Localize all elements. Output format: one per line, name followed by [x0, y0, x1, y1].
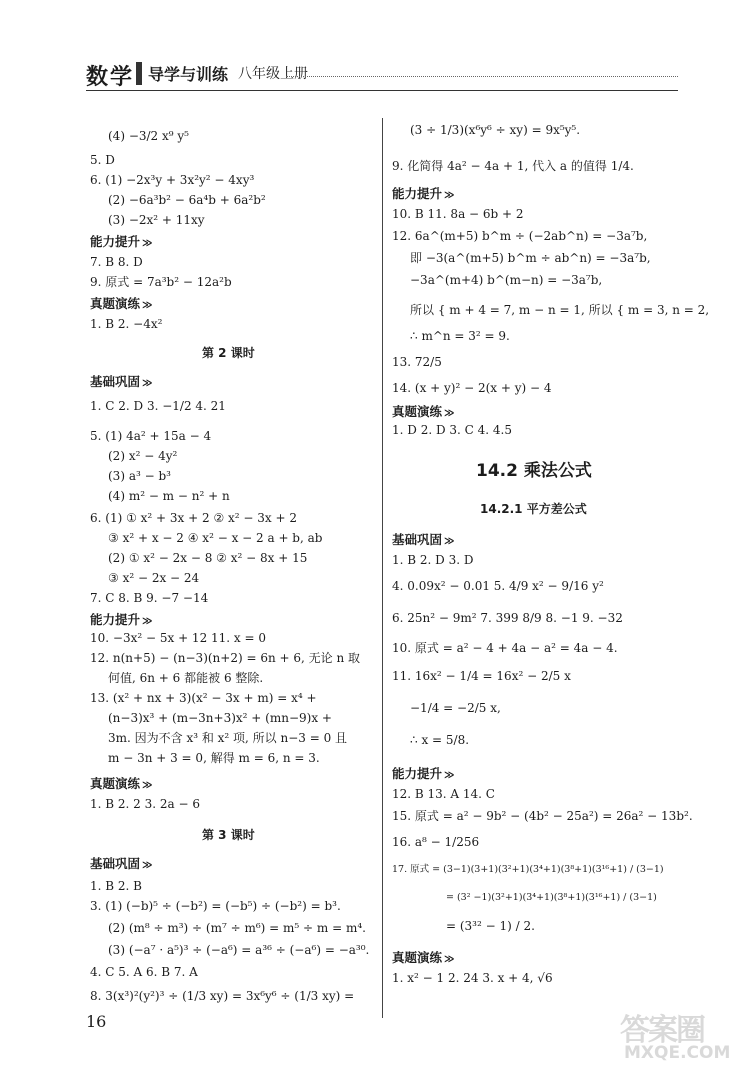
section-heading: 能力提升 ≫	[392, 186, 455, 201]
watermark-text: 答案圈	[620, 1013, 704, 1048]
answer-line: 1. C 2. D 3. −1/2 4. 21	[90, 399, 226, 413]
answer-line: (n−3)x³ + (m−3n+3)x² + (mn−9)x +	[108, 711, 332, 725]
header-underline	[86, 90, 678, 91]
subsection-heading: 14.2.1 平方差公式	[480, 502, 587, 516]
answer-line: 11. 16x² − 1/4 = 16x² − 2/5 x	[392, 669, 571, 683]
lesson-heading: 第 3 课时	[202, 828, 255, 842]
section-heading: 真题演练 ≫	[392, 950, 455, 965]
answer-line: 3. (1) (−b)⁵ ÷ (−b²) = (−b⁵) ÷ (−b²) = b³.	[90, 899, 341, 913]
answer-line: 10. −3x² − 5x + 12 11. x = 0	[90, 631, 267, 645]
answer-line: 10. B 11. 8a − 6b + 2	[392, 207, 524, 221]
answer-line: (2) (m⁸ ÷ m³) ÷ (m⁷ ÷ m⁶) = m⁵ ÷ m = m⁴.	[108, 921, 366, 935]
section-heading: 真题演练 ≫	[90, 296, 153, 311]
answer-line: ∴ x = 5/8.	[410, 733, 470, 747]
answer-line: ③ x² − 2x − 24	[108, 571, 200, 585]
answer-line: 7. B 8. D	[90, 255, 143, 269]
answer-line: ③ x² + x − 2 ④ x² − x − 2 a + b, ab	[108, 531, 323, 545]
answer-line: 12. B 13. A 14. C	[392, 787, 495, 801]
answer-line: 9. 化简得 4a² − 4a + 1, 代入 a 的值得 1/4.	[392, 159, 634, 173]
answer-line: 10. 原式 = a² − 4 + 4a − a² = 4a − 4.	[392, 641, 618, 655]
answer-line: 1. B 2. −4x²	[90, 317, 163, 331]
answer-line: 6. 25n² − 9m² 7. 399 8/9 8. −1 9. −32	[392, 611, 623, 625]
answer-line: 1. B 2. 2 3. 2a − 6	[90, 797, 200, 811]
header-dotted-rule	[286, 76, 678, 77]
answer-line: 9. 原式 = 7a³b² − 12a²b	[90, 275, 232, 289]
answer-line: −1/4 = −2/5 x,	[410, 701, 501, 715]
column-divider	[382, 118, 383, 1018]
section-heading: 基础巩固 ≫	[392, 532, 455, 547]
answer-line: m − 3n + 3 = 0, 解得 m = 6, n = 3.	[108, 751, 320, 765]
answer-line: 16. a⁸ − 1/256	[392, 835, 480, 849]
answer-line: 1. D 2. D 3. C 4. 4.5	[392, 423, 513, 437]
answer-line: (3 ÷ 1/3)(x⁶y⁶ ÷ xy) = 9x⁵y⁵.	[410, 123, 581, 137]
answer-line: −3a^(m+4) b^(m−n) = −3a⁷b,	[410, 273, 603, 287]
subject-title: 数学	[86, 64, 135, 90]
page-number: 16	[86, 1012, 107, 1031]
answer-line: (2) ① x² − 2x − 8 ② x² − 8x + 15	[108, 551, 308, 565]
section-heading: 真题演练 ≫	[392, 404, 455, 419]
answer-line: 5. (1) 4a² + 15a − 4	[90, 429, 212, 443]
answer-line: 12. n(n+5) − (n−3)(n+2) = 6n + 6, 无论 n 取	[90, 651, 361, 665]
answer-line: 所以 { m + 4 = 7, m − n = 1, 所以 { m = 3, n = 2,	[410, 303, 710, 317]
section-heading: 真题演练 ≫	[90, 776, 153, 791]
answer-line: 13. (x² + nx + 3)(x² − 3x + m) = x⁴ +	[90, 691, 317, 705]
answer-line: (4) −3/2 x⁹ y⁵	[108, 129, 189, 143]
answer-line: 1. x² − 1 2. 24 3. x + 4, √6	[392, 971, 553, 985]
answer-line: 8. 3(x³)²(y²)³ ÷ (1/3 xy) = 3x⁶y⁶ ÷ (1/3 xy) =	[90, 989, 355, 1003]
answer-line: 17. 原式 = (3−1)(3+1)(3²+1)(3⁴+1)(3⁸+1)(3¹⁶+1) / (3−1)	[392, 864, 664, 875]
answer-line: (3) −2x² + 11xy	[108, 213, 205, 227]
answer-line: 7. C 8. B 9. −7 −14	[90, 591, 209, 605]
section-heading: 能力提升 ≫	[90, 612, 153, 627]
answer-line: 5. D	[90, 153, 115, 167]
watermark-logo	[620, 1005, 740, 1065]
lesson-heading: 第 2 课时	[202, 346, 255, 360]
answer-line: 15. 原式 = a² − 9b² − (4b² − 25a²) = 26a² − 13b².	[392, 809, 693, 823]
answer-line: 6. (1) ① x² + 3x + 2 ② x² − 3x + 2	[90, 511, 297, 525]
answer-line: 13. 72/5	[392, 355, 442, 369]
chapter-heading: 14.2 乘法公式	[476, 461, 592, 481]
answer-line: 14. (x + y)² − 2(x + y) − 4	[392, 381, 552, 395]
answer-line: ∴ m^n = 3² = 9.	[410, 329, 510, 343]
answer-line: (4) m² − m − n² + n	[108, 489, 230, 503]
answer-line: 3m. 因为不含 x³ 和 x² 项, 所以 n−3 = 0 且	[108, 731, 348, 745]
answer-line: 4. C 5. A 6. B 7. A	[90, 965, 198, 979]
series-title: 导学与训练	[136, 62, 228, 85]
answer-line: 4. 0.09x² − 0.01 5. 4/9 x² − 9/16 y²	[392, 579, 604, 593]
answer-line: 1. B 2. B	[90, 879, 142, 893]
answer-line: 何值, 6n + 6 都能被 6 整除.	[108, 671, 264, 685]
answer-line: (3) (−a⁷ · a⁵)³ ÷ (−a⁶) = a³⁶ ÷ (−a⁶) = −a³⁰.	[108, 943, 370, 957]
section-heading: 能力提升 ≫	[392, 766, 455, 781]
grade-label: 八年级上册	[238, 66, 308, 82]
answer-line: 即 −3(a^(m+5) b^m ÷ ab^n) = −3a⁷b,	[410, 251, 651, 265]
section-heading: 基础巩固 ≫	[90, 856, 153, 871]
answer-line: (3) a³ − b³	[108, 469, 171, 483]
answer-line: = (3² −1)(3²+1)(3⁴+1)(3⁸+1)(3¹⁶+1) / (3−1)	[446, 892, 657, 903]
page-header	[86, 56, 678, 96]
answer-line: (2) x² − 4y²	[108, 449, 178, 463]
section-heading: 基础巩固 ≫	[90, 374, 153, 389]
watermark-url: MXQE.COM	[624, 1043, 731, 1063]
answer-line: (2) −6a³b² − 6a⁴b + 6a²b²	[108, 193, 266, 207]
section-heading: 能力提升 ≫	[90, 234, 153, 249]
answer-line: 6. (1) −2x³y + 3x²y² − 4xy³	[90, 173, 255, 187]
answer-line: 1. B 2. D 3. D	[392, 553, 474, 567]
answer-line: = (3³² − 1) / 2.	[446, 919, 535, 933]
answer-line: 12. 6a^(m+5) b^m ÷ (−2ab^n) = −3a⁷b,	[392, 229, 648, 243]
